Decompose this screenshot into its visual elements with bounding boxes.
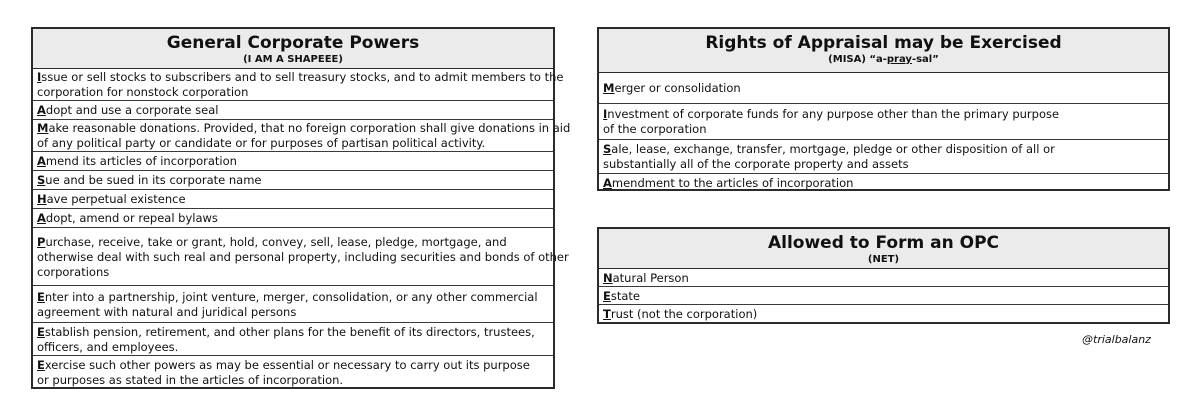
general-powers-rows [33, 69, 571, 388]
row-text: of any political party or candidate or for purposes of partisan political activity. [37, 136, 486, 150]
row-line [37, 265, 548, 280]
general-powers-title: General Corporate Powers [166, 33, 420, 53]
table-row [33, 101, 553, 120]
mnemonic-initial: N [603, 270, 613, 285]
row-text: ssue or sell stocks to subscribers and to sell treasury stocks, and to admit members to the [41, 70, 564, 84]
mnemonic-initial: E [603, 288, 611, 303]
row-text: nter into a partnership, joint venture, merger, consolidation, or any other commercial [44, 289, 538, 304]
mnemonic-initial: M [37, 121, 49, 135]
row-line [603, 307, 1163, 322]
mnemonic-initial: M [603, 81, 615, 95]
row-line [603, 122, 1163, 137]
appraisal-mnemonic-suffix: -sal” [911, 54, 939, 65]
row-text: nvestment of corporate funds for any purpose other than the primary purpose [607, 107, 1060, 121]
appraisal-table [597, 27, 1170, 191]
table-row [599, 73, 1168, 104]
opc-table [597, 227, 1170, 324]
appraisal-mnemonic-prefix: (MISA) “a- [828, 54, 887, 65]
opc-rows [599, 269, 1168, 322]
watermark: @trialbalanz [1082, 333, 1151, 346]
table-row [33, 209, 553, 228]
table-row [599, 174, 1168, 191]
opc-title: Allowed to Form an OPC [767, 233, 1000, 253]
mnemonic-initial: E [37, 357, 45, 372]
row-line [37, 325, 548, 340]
row-line [37, 173, 548, 188]
row-text: ue and be sued in its corporate name [45, 173, 262, 187]
row-line [603, 176, 1163, 191]
row-line [37, 373, 548, 388]
table-row [599, 269, 1168, 287]
row-text: otherwise deal with such real and personal property, including securities and bonds of other [37, 249, 569, 264]
mnemonic-initial: A [37, 103, 46, 117]
row-line [603, 289, 1163, 304]
mnemonic-initial: S [37, 173, 46, 187]
row-line [37, 211, 548, 226]
row-text: rust (not the corporation) [610, 306, 758, 321]
row-text: ale, lease, exchange, transfer, mortgage, pledge or other disposition of all or [611, 142, 1055, 156]
mnemonic-initial: P [37, 234, 46, 249]
table-row [33, 190, 553, 209]
mnemonic-initial: E [37, 289, 45, 304]
row-line [37, 85, 548, 100]
row-text: mendment to the articles of incorporation [611, 175, 854, 190]
row-line [603, 271, 1163, 286]
row-text: erger or consolidation [614, 81, 741, 95]
general-powers-header [33, 29, 553, 69]
row-line [37, 358, 548, 373]
mnemonic-initial: H [37, 192, 47, 206]
row-text: dopt, amend or repeal bylaws [45, 211, 218, 225]
row-text: ake reasonable donations. Provided, that no foreign corporation shall give donations in aid [48, 121, 571, 135]
row-text: dopt and use a corporate seal [45, 103, 219, 117]
row-text: or purposes as stated in the articles of incorporation. [37, 372, 344, 387]
row-line [37, 103, 548, 118]
table-row [599, 140, 1168, 174]
row-text: agreement with natural and juridical persons [37, 304, 297, 319]
row-text: of the corporation [603, 122, 707, 136]
row-text: ave perpetual existence [46, 192, 186, 206]
row-text: atural Person [612, 270, 689, 285]
appraisal-title: Rights of Appraisal may be Exercised [705, 33, 1062, 53]
table-row [599, 305, 1168, 322]
appraisal-rows [599, 73, 1168, 191]
mnemonic-initial: A [37, 154, 46, 168]
table-row [33, 69, 564, 101]
mnemonic-initial: T [603, 306, 611, 321]
row-text: mend its articles of incorporation [45, 154, 237, 168]
row-line [37, 305, 548, 320]
general-powers-mnemonic: (I AM A SHAPEEE) [243, 54, 343, 65]
appraisal-mnemonic [599, 54, 1168, 66]
table-row [33, 152, 553, 171]
mnemonic-initial: I [603, 107, 608, 121]
row-line [37, 154, 548, 169]
mnemonic-initial: A [603, 175, 612, 190]
opc-mnemonic: (NET) [867, 254, 900, 265]
row-text: urchase, receive, take or grant, hold, convey, sell, lease, pledge, mortgage, and [45, 234, 507, 249]
row-line [37, 249, 569, 265]
table-row [33, 228, 569, 286]
mnemonic-initial: A [37, 211, 46, 225]
general-powers-table [31, 27, 571, 389]
table-row [33, 120, 571, 152]
row-text: corporations [37, 264, 110, 279]
row-text: corporation for nonstock corporation [37, 85, 249, 99]
row-text: officers, and employees. [37, 339, 179, 354]
row-line [37, 70, 564, 85]
row-text: state [610, 288, 640, 303]
row-text: stablish pension, retirement, and other plans for the benefit of its directors, trustees, [44, 324, 535, 339]
mnemonic-initial: S [603, 142, 612, 156]
appraisal-header [599, 29, 1168, 73]
table-row [33, 171, 553, 190]
mnemonic-initial: E [37, 324, 45, 339]
table-row [33, 323, 553, 356]
row-line [603, 142, 1163, 157]
table-row [33, 356, 553, 388]
row-line [37, 192, 548, 207]
row-line [603, 81, 1163, 96]
row-line [37, 290, 548, 305]
appraisal-mnemonic-underlined: pray [886, 54, 912, 65]
row-line [37, 121, 571, 136]
row-line [603, 157, 1163, 172]
row-text: substantially all of the corporate property and assets [603, 157, 909, 171]
table-row [599, 287, 1168, 305]
table-row [599, 104, 1168, 140]
row-line [603, 107, 1163, 122]
row-line [37, 136, 548, 151]
row-line [37, 235, 548, 250]
row-text: xercise such other powers as may be essential or necessary to carry out its purpose [44, 357, 530, 372]
opc-header [599, 229, 1168, 269]
row-line [37, 340, 548, 355]
mnemonic-initial: I [37, 70, 42, 84]
table-row [33, 286, 553, 323]
